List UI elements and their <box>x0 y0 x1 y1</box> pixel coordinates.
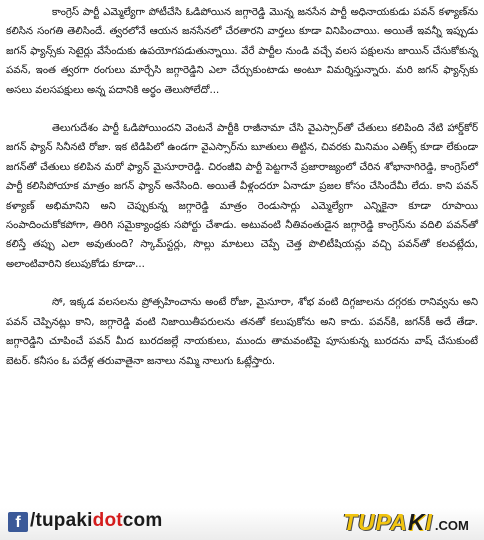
facebook-handle <box>30 510 162 532</box>
logo-tld: .COM <box>434 517 469 533</box>
handle-accent: dot <box>92 510 123 531</box>
article-body <box>6 3 478 390</box>
handle-prefix: /tupaki <box>30 510 93 531</box>
logo-wordmark <box>343 509 433 536</box>
article-paragraph-3: సో, ఇక్కడ వలసలను ప్రోత్సహించాను అంటే రోజా, మైసూరా, శోభ వంటి దిగ్గజాలను దగ్గరకు రానివ్వను అని పవన్ చెప్పినట్లు కాని, జగ్గారెడ్డి వంటి నిజాయితీపరులను తనతో కలుపుకోను అని కాదు. పవన్‌కి, జగన్‌కీ అదే తేడా. జగ్గారెడ్డిని చూపించే పవన్ మీద బురదజల్లే నాయకులు, ముందు తామవంటిపై పూసుకున్న బురదను వాష్ చేసుకుంటే బెటర్. కనీసం ఓ పదేళ్ల తరువాతైనా జనాలు నమ్మి నాలుగు ఓట్లేస్తారు. <box>6 297 478 367</box>
article-paragraph-2: తెలుగుదేశం పార్టీ ఓడిపోయిందని వెంటనే పార్టీకి రాజీనామా చేసి వైఎస్సార్‌తో చేతులు కలిపింది నేటి హార్డ్‌కోర్ జగన్ ఫ్యాన్ సినీనటి రోజా. ఇక టిడిపిలో ఉండగా వైఎస్సార్‌ను బూతులు తిట్టిన, చివరకు మినిమం ఎతిక్స్ కూడా లేకుండా జగన్‌తో చేతులు కలిపిన మరో ఫ్యాన్ మైసూరారెడ్డి. చిరంజీవి పార్టీ పెట్టగానే ప్రజారాజ్యంలో చేరిన శోభానాగిరెడ్డి, కాంగ్రెస్‌లో పార్టీ కలిసిపోయాక మాత్రం జగన్ ఫ్యాన్ అనేసింది. అయితే వీళ్లందరూ ఏనాడూ ప్రజల కోసం చేసిందేమీ లేదు. కాని పవన్ కళ్యాణ్ అభిమానిని అని చెప్పుకున్న జగ్గారెడ్డి మాత్రం రెండుసార్లు ఎమ్మెల్యేగా ఎన్నికైనా కూడా రూపాయి సంపాదించుకోకపోగా, తిరిగి సమైక్యాంధ్రకు సపోర్టు చేశాడు. అటువంటి నీతివంతుడైన జగ్గారెడ్డి కాంగ్రెస్‌ను వదిలి పవన్‌తో కలిస్తే తప్పు ఎలా అవుతుంది? స్కామ్‌స్టర్లు, సొల్లు మాటలు చెప్పే చెత్త పొలిటీషియన్లు వచ్చి పవన్‌తో కలవట్లేదు, అలాంటివారిని కలుపుకోడు కూడా... <box>6 123 478 270</box>
logo-part-k: K <box>407 508 426 535</box>
article-paragraph-1: కాంగ్రెస్ పార్టీ ఎమ్మెల్యేగా పోటీచేసి ఓడిపోయిన జగ్గారెడ్డి మొన్న జనసేన పార్టీ అధినాయకుడు పవన్ కళ్యాణ్‌ను కలిసిన సంగతి తెలిసిందే. త్వరలోనే ఆయన జనసేనలో చేరతారని వార్తలు కూడా వినిపించాయి. అయితే ఇవన్నీ ఇప్పుడు జగన్ ఫ్యాన్స్‌కు సెటైర్లు వేసేందుకు ఉపయోగపడుతున్నాయి. వేరే పార్టీల నుండి వచ్చే వలస పక్షులను జాయిన్ చేసుకోకున్న పవన్, ఇంత త్వరగా రంగులు మార్చేసి జగ్గారెడ్డిని ఎలా చేర్చుకుంటాడు అంటూ విమర్శిస్తున్నారు. మరి జగన్ ఫ్యాన్స్‌కు అసలు వలసపక్షులు అన్న పదానికి అర్థం తెలుసోలేదో... <box>6 7 478 96</box>
logo-part-1: TUPA <box>343 508 408 535</box>
tupaki-logo <box>343 509 469 535</box>
logo-part-2: I <box>425 508 433 535</box>
facebook-icon: f <box>8 512 28 532</box>
handle-suffix: com <box>122 510 163 531</box>
